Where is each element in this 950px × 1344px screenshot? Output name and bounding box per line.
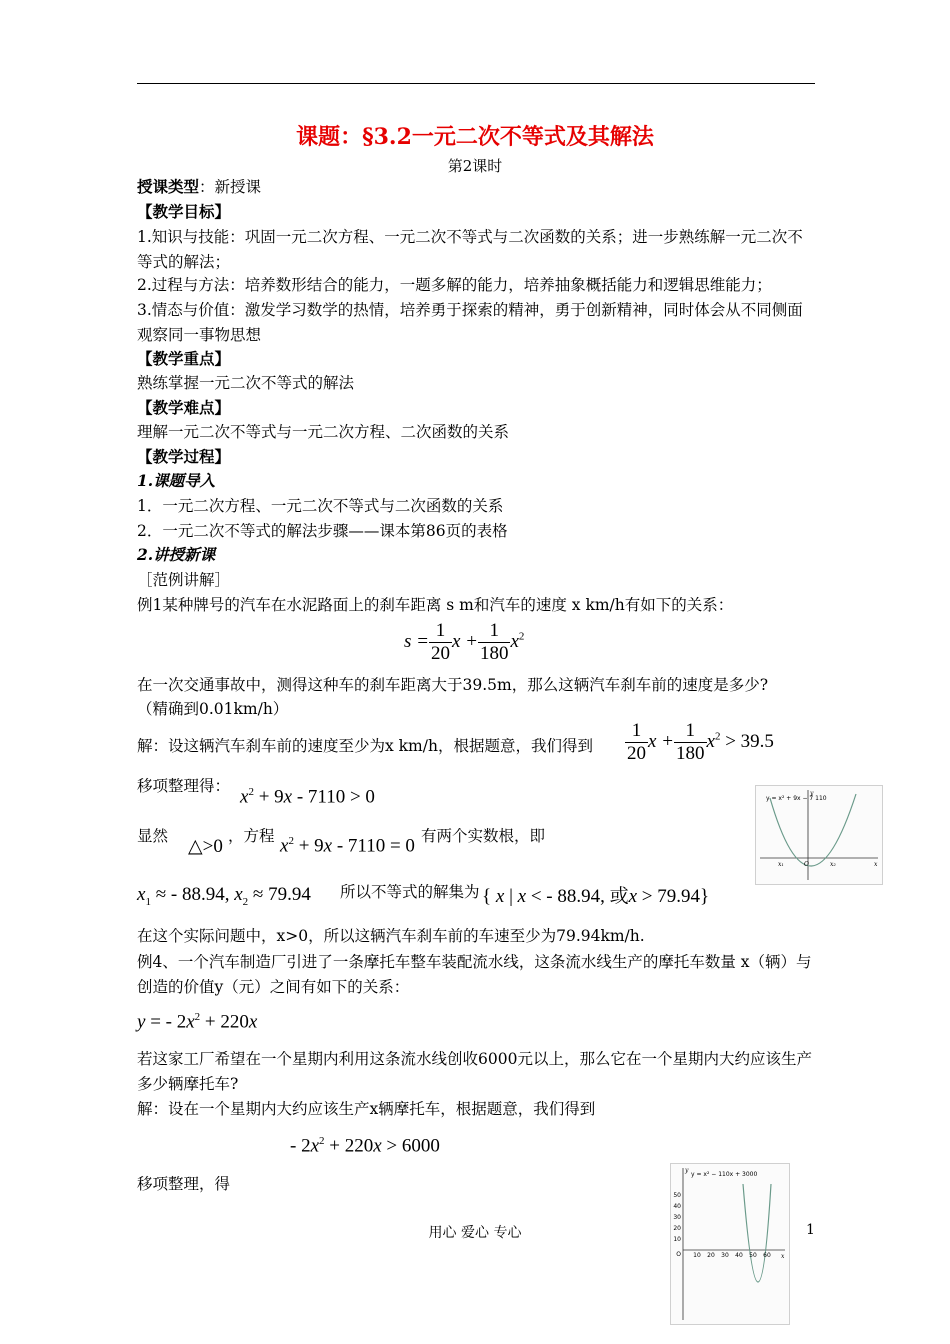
formula-inequality-1: $\frac{1}{20}$ x + $\frac{1}{180}$ $x^2 > 39.5$ <box>627 720 774 764</box>
example-header: ［范例讲解］ <box>137 571 231 589</box>
section-keypoints: 【教学重点】 <box>137 349 231 368</box>
example-1-question: 在一次交通事故中，测得这种车的刹车距离大于39.5m，那么这辆汽车刹车前的速度是多少? <box>137 676 769 694</box>
intro-item-2: 2．一元二次不等式的解法步骤——课本第86页的表格 <box>137 522 508 540</box>
graph-2-x-label: x <box>781 1253 785 1260</box>
parabola-graph-1 <box>756 786 882 884</box>
graph-1-y-label: y <box>810 790 814 797</box>
page-title: 课题：§3.2一元二次不等式及其解法 <box>296 124 654 150</box>
graph-example-4 <box>670 1163 790 1325</box>
example-1-rearrange: 移项整理得： <box>137 777 231 795</box>
step-1-heading: 1.课题导入 <box>137 471 216 490</box>
formula-roots: $x_1$ ≈ - 88.94, $x_2 \approx 79.94$ <box>137 884 311 908</box>
formula-inequality-3: - $2x^2 + 220x > 6000$ <box>290 1135 440 1157</box>
lesson-type <box>137 176 261 198</box>
graph-2-x-tick: 40 <box>735 1252 743 1259</box>
graph-example-1 <box>755 785 883 885</box>
graph-2-x-ticks <box>693 1252 771 1259</box>
formula-solution-set: { x | x < - 88.94, 或x > 79.94} <box>482 886 710 907</box>
graph-1-label: y = x² + 9x − 7 110 <box>766 795 827 802</box>
objective-1: 1.知识与技能：巩固一元二次方程、一元二次不等式与二次函数的关系；进一步熟练解一元二次不等式的解法； <box>137 228 803 271</box>
graph-1-x1-label: x₁ <box>778 861 784 868</box>
example-1-solution-set-label: 所以不等式的解集为 <box>340 883 480 901</box>
graph-2-x-tick: 50 <box>749 1252 757 1259</box>
example-4-question: 若这家工厂希望在一个星期内利用这条流水线创收6000元以上，那么它在一个星期内大约应该生产多少辆摩托车? <box>137 1050 812 1093</box>
example-1-roots-label: 有两个实数根，即 <box>421 827 546 845</box>
graph-2-origin: O <box>676 1251 681 1258</box>
difficulty-text: 理解一元二次不等式与一元二次方程、二次函数的关系 <box>137 423 510 441</box>
keypoint-text: 熟练掌握一元二次不等式的解法 <box>137 374 355 392</box>
example-4-solution: 解：设在一个星期内大约应该生产x辆摩托车，根据题意，我们得到 <box>137 1100 596 1118</box>
step-2-heading: 2.讲授新课 <box>137 545 216 564</box>
graph-2-y-tick: 40 <box>673 1203 681 1210</box>
formula-value: y = - $2x^2 + 220x$ <box>137 1011 258 1033</box>
graph-2-y-tick: 10 <box>673 1236 681 1243</box>
formula-inequality-2: $x^2 + 9x - 7110 > 0$ <box>240 786 375 808</box>
section-difficulties: 【教学难点】 <box>137 398 231 417</box>
graph-2-x-tick: 20 <box>707 1252 715 1259</box>
page-number: 1 <box>806 1222 815 1238</box>
example-4-rearrange: 移项整理，得 <box>137 1175 231 1193</box>
objective-2: 2.过程与方法：培养数形结合的能力，一题多解的能力，培养抽象概括能力和逻辑思维能力； <box>137 276 772 294</box>
page-subtitle: 第2课时 <box>447 157 503 175</box>
header-rule <box>137 83 815 84</box>
section-objectives: 【教学目标】 <box>137 202 231 221</box>
parabola-graph-2 <box>671 1164 789 1324</box>
graph-2-y-label: y <box>685 1167 689 1174</box>
example-4-text: 例4、一个汽车制造厂引进了一条摩托车整车装配流水线，这条流水线生产的摩托车数量 x（辆）与创造的价值y（元）之间有如下的关系： <box>137 953 812 996</box>
example-1-obviously: 显然 <box>137 827 169 845</box>
section-process: 【教学过程】 <box>137 447 231 466</box>
formula-equation: $x^2 + 9x - 7110 = 0$ <box>280 835 415 857</box>
objective-3: 3.情态与价值：激发学习数学的热情，培养勇于探索的精神，勇于创新精神，同时体会从不同侧面观察同一事物思想 <box>137 301 803 344</box>
graph-2-x-tick: 30 <box>721 1252 729 1259</box>
example-1-precision: （精确到0.01km/h） <box>137 700 289 718</box>
lesson-type-label: 授课类型 <box>137 177 200 196</box>
lesson-type-value: ：新授课 <box>199 178 262 196</box>
graph-1-origin-label: O <box>804 861 809 868</box>
example-1-equation-label: ，方程 <box>228 827 275 845</box>
graph-1-x2-label: x₂ <box>830 861 836 868</box>
graph-1-x-label: x <box>874 861 878 868</box>
delta-positive: △>0 <box>188 836 223 857</box>
example-1-solution: 解：设这辆汽车刹车前的速度至少为x km/h，根据题意，我们得到 <box>137 737 593 755</box>
page-footer: 用心 爱心 专心 <box>428 1225 522 1241</box>
example-1-conclusion: 在这个实际问题中，x>0，所以这辆汽车刹车前的车速至少为79.94km/h. <box>137 927 645 945</box>
intro-item-1: 1．一元二次方程、一元二次不等式与二次函数的关系 <box>137 497 504 515</box>
graph-2-label: y = x² − 110x + 3000 <box>691 1171 758 1178</box>
graph-2-y-tick: 50 <box>673 1192 681 1199</box>
graph-2-x-tick: 60 <box>763 1252 771 1259</box>
example-1-text: 例1某种牌号的汽车在水泥路面上的刹车距离 s m和汽车的速度 x km/h有如下的关系： <box>137 596 734 614</box>
graph-1-curve <box>770 794 856 866</box>
formula-braking-distance: s = $\frac{1}{20}$ x + $\frac{1}{180}$ $x^2$ <box>404 620 525 664</box>
graph-2-y-tick: 20 <box>673 1225 681 1232</box>
graph-2-x-tick: 10 <box>693 1252 701 1259</box>
graph-2-y-tick: 30 <box>673 1214 681 1221</box>
